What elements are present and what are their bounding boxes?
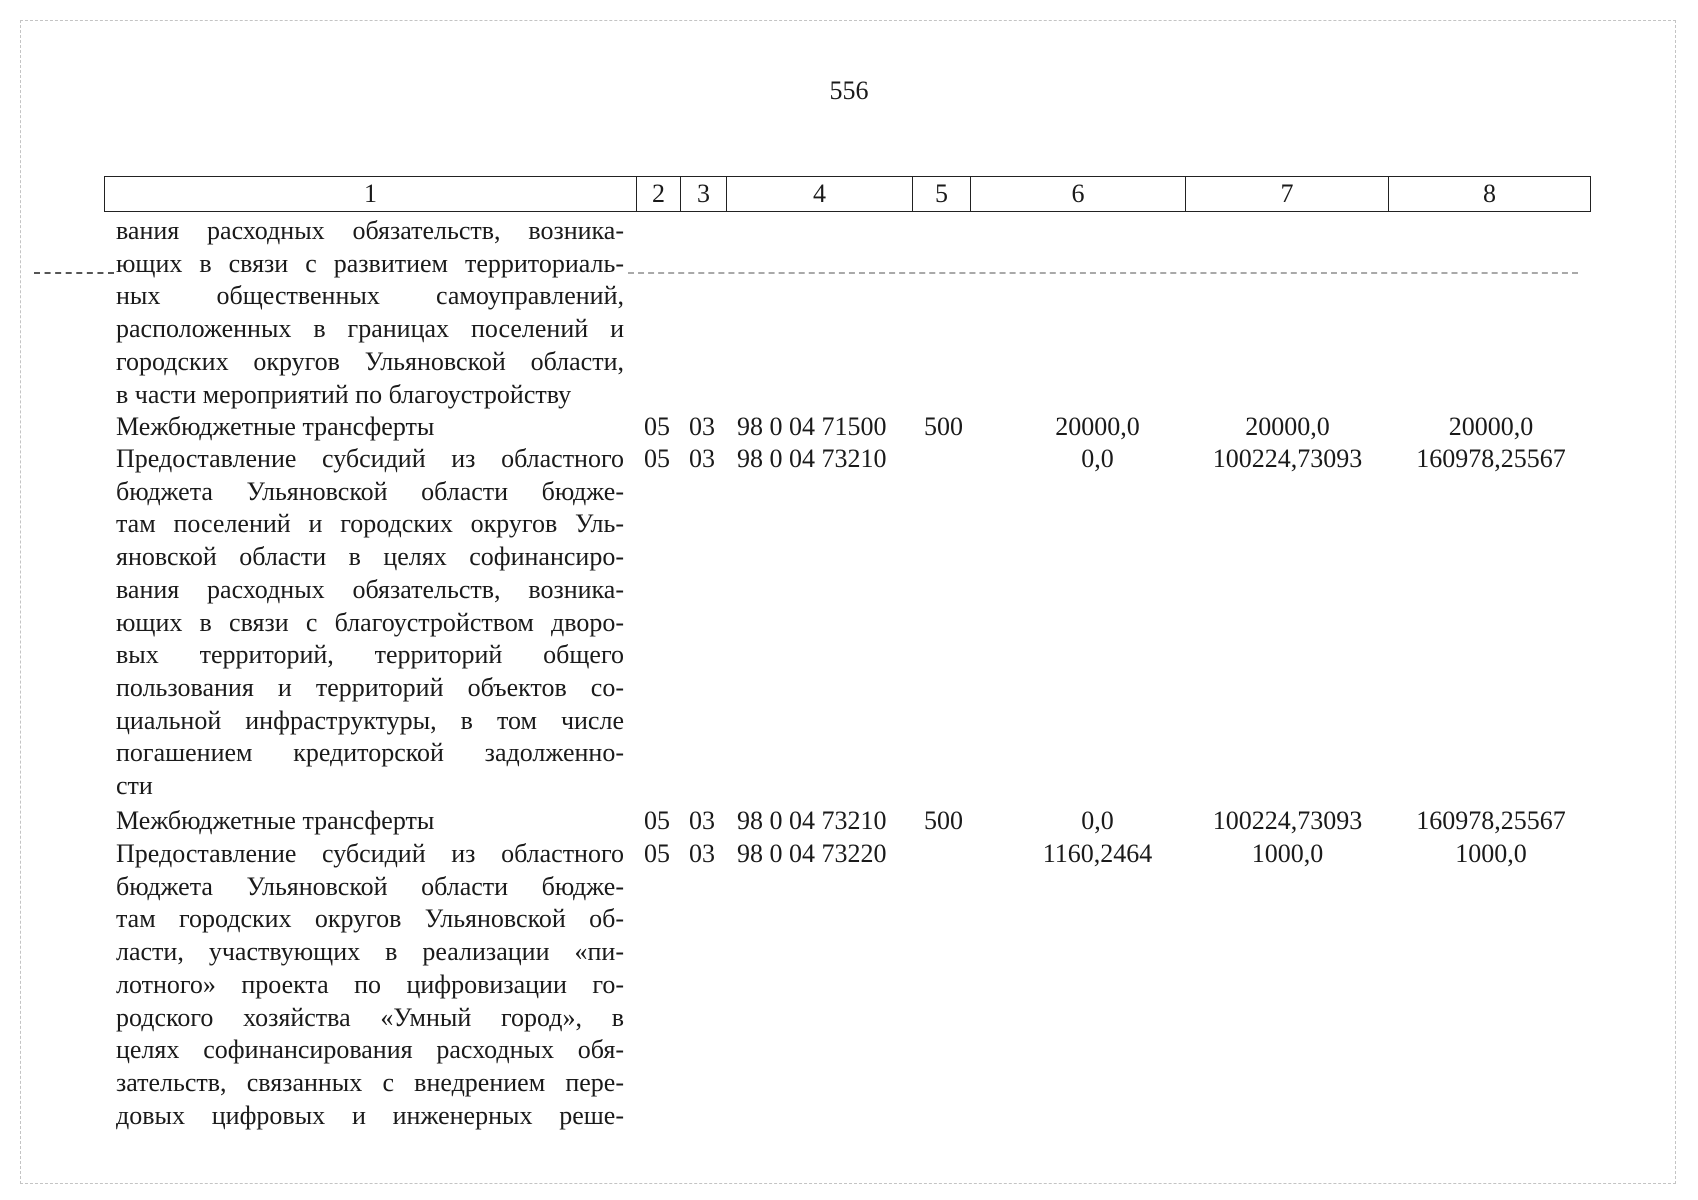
cell-target-code: 98 0 04 73210	[737, 806, 887, 835]
text-line: ных общественных самоуправлений,	[116, 281, 624, 311]
text-line: родского хозяйства «Умный город», в	[116, 1002, 624, 1032]
cell-target-code: 98 0 04 71500	[737, 412, 887, 441]
text-line: вания расходных обязательств, возника-	[116, 216, 624, 245]
text-line: там городских округов Ульяновской об-	[116, 904, 624, 934]
cell-amount-6: 20000,0	[1055, 412, 1140, 441]
text-line: бюджета Ульяновской области бюдже-	[116, 476, 624, 506]
cell-amount-7: 1000,0	[1251, 839, 1324, 868]
cell-amount-7: 100224,73093	[1212, 806, 1363, 835]
cell-subsection: 03	[689, 806, 715, 835]
text-line: ласти, участвующих в реализации «пи-	[116, 937, 624, 967]
text-line: зательств, связанных с внедрением пере-	[116, 1067, 624, 1097]
cell-amount-8: 160978,25567	[1416, 806, 1566, 835]
column-header-row	[104, 176, 1591, 212]
text-line: в части мероприятий по благоустройству	[116, 379, 572, 409]
column-header-4: 4	[727, 177, 913, 212]
text-line: городских округов Ульяновской области,	[116, 346, 624, 376]
text-line: ющих в связи с развитием территориаль-	[116, 248, 624, 278]
text-line: Предоставление субсидий из областного	[116, 444, 624, 473]
column-header-2: 2	[637, 177, 681, 212]
text-line: Межбюджетные трансферты	[116, 412, 435, 441]
text-line: расположенных в границах поселений и	[116, 314, 624, 344]
cell-expense-type: 500	[924, 806, 963, 835]
cell-section: 05	[644, 412, 670, 441]
table-row-description	[116, 838, 624, 1132]
text-line: вания расходных обязательств, возника-	[116, 574, 624, 604]
text-line: бюджета Ульяновской области бюдже-	[116, 871, 624, 901]
cell-amount-6: 1160,2464	[1042, 839, 1153, 868]
table-row-description	[116, 215, 624, 411]
table-row-description	[116, 805, 624, 838]
cell-amount-7: 20000,0	[1245, 412, 1330, 441]
cell-subsection: 03	[689, 444, 715, 473]
column-header-1: 1	[105, 177, 637, 212]
cell-section: 05	[644, 839, 670, 868]
text-line: Предоставление субсидий из областного	[116, 839, 624, 868]
text-line: сти	[116, 771, 153, 801]
cell-amount-8: 20000,0	[1448, 412, 1534, 441]
cell-subsection: 03	[689, 412, 715, 441]
text-line: целях софинансирования расходных обя-	[116, 1035, 624, 1065]
column-header-6: 6	[971, 177, 1186, 212]
cell-target-code: 98 0 04 73210	[737, 444, 887, 473]
cell-target-code: 98 0 04 73220	[737, 839, 887, 868]
text-line: ющих в связи с благоустройством дворо-	[116, 607, 624, 637]
column-header-5: 5	[913, 177, 971, 212]
cell-amount-6: 0,0	[1081, 444, 1114, 473]
text-line: пользования и территорий объектов со-	[116, 672, 624, 702]
text-line: яновской области в целях софинансиро-	[116, 542, 624, 572]
text-line: там поселений и городских округов Уль-	[116, 509, 624, 539]
column-header-8: 8	[1389, 177, 1591, 212]
cell-subsection: 03	[689, 839, 715, 868]
text-line: Межбюджетные трансферты	[116, 806, 435, 835]
text-line: вых территорий, территорий общего	[116, 640, 624, 670]
column-header-3: 3	[681, 177, 727, 212]
table-row-description	[116, 443, 624, 803]
cell-section: 05	[644, 444, 670, 473]
text-line: довых цифровых и инженерных реше-	[116, 1100, 624, 1130]
table-row-description	[116, 411, 624, 444]
text-line: циальной инфраструктуры, в том числе	[116, 705, 624, 735]
cell-amount-8: 1000,0	[1455, 839, 1527, 868]
page-number: 556	[829, 76, 869, 105]
cell-amount-8: 160978,25567	[1416, 444, 1566, 473]
cell-amount-6: 0,0	[1081, 806, 1114, 835]
text-line: погашением кредиторской задолженно-	[116, 738, 624, 768]
cell-section: 05	[644, 806, 670, 835]
column-header-7: 7	[1186, 177, 1389, 212]
scan-artifact-line	[34, 272, 114, 274]
cell-expense-type: 500	[924, 412, 963, 441]
cell-amount-7: 100224,73093	[1212, 444, 1363, 473]
text-line: лотного» проекта по цифровизации го-	[116, 969, 624, 999]
scan-artifact-line	[628, 272, 1578, 274]
